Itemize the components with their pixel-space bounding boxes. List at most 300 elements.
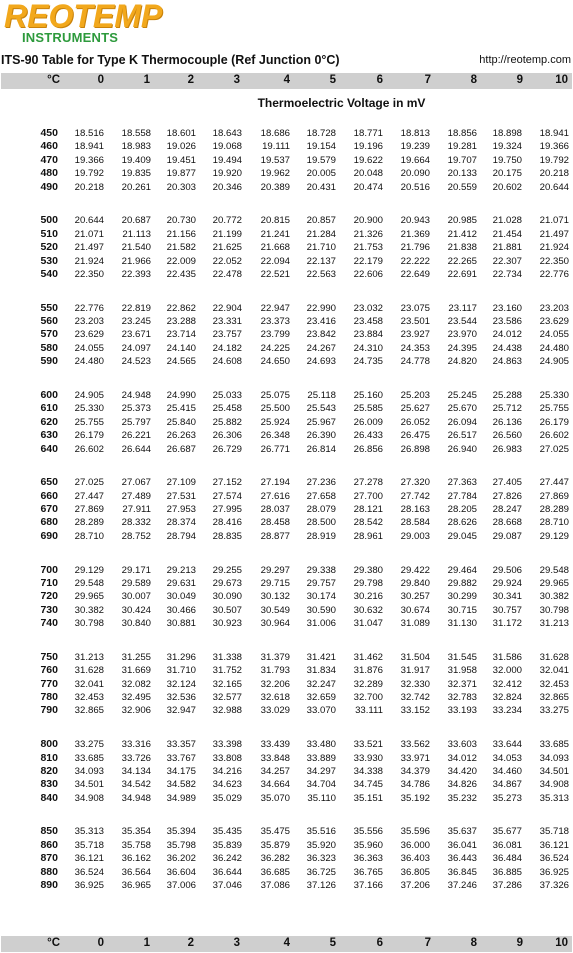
voltage-cell: 35.596 xyxy=(400,826,430,838)
row-temperature: 510 xyxy=(40,227,58,240)
voltage-cell: 19.366 xyxy=(539,141,569,153)
voltage-cell: 30.382 xyxy=(74,604,104,616)
voltage-cell: 36.242 xyxy=(212,853,242,865)
table-row xyxy=(0,652,573,666)
voltage-cell: 21.540 xyxy=(121,242,151,254)
voltage-cell: 20.687 xyxy=(121,215,151,227)
voltage-cell: 26.009 xyxy=(353,416,383,428)
voltage-cell: 21.412 xyxy=(447,228,477,240)
voltage-cell: 36.121 xyxy=(539,839,569,851)
header-top-column-2: 2 xyxy=(187,74,194,86)
voltage-cell: 36.121 xyxy=(74,853,104,865)
voltage-cell: 24.523 xyxy=(121,356,151,368)
header-top-unit-label: °C xyxy=(47,74,60,86)
voltage-cell: 19.835 xyxy=(121,168,151,180)
voltage-cell: 24.140 xyxy=(166,342,196,354)
voltage-cell: 27.447 xyxy=(539,477,569,489)
voltage-cell: 36.925 xyxy=(539,866,569,878)
voltage-cell: 34.501 xyxy=(74,779,104,791)
voltage-cell: 32.618 xyxy=(260,692,290,703)
voltage-cell: 27.194 xyxy=(260,477,290,489)
table-row xyxy=(0,168,573,182)
voltage-cell: 27.616 xyxy=(260,490,290,502)
voltage-cell: 34.948 xyxy=(121,792,151,804)
table-row xyxy=(0,390,573,404)
voltage-cell: 27.700 xyxy=(353,490,383,502)
voltage-cell: 20.943 xyxy=(400,215,430,227)
voltage-cell: 28.961 xyxy=(353,530,383,542)
row-temperature: 860 xyxy=(40,838,58,851)
voltage-cell: 31.669 xyxy=(121,665,151,677)
voltage-cell: 35.758 xyxy=(121,839,151,851)
voltage-cell: 19.154 xyxy=(306,141,336,153)
voltage-cell: 32.453 xyxy=(74,692,104,703)
header-top-column-10: 10 xyxy=(555,74,568,86)
voltage-cell: 28.626 xyxy=(447,517,477,529)
voltage-cell: 25.033 xyxy=(212,389,242,401)
voltage-cell: 24.012 xyxy=(492,329,522,341)
voltage-cell: 20.730 xyxy=(166,215,196,227)
voltage-cell: 33.439 xyxy=(260,739,290,751)
voltage-cell: 23.927 xyxy=(400,329,430,341)
voltage-cell: 23.075 xyxy=(400,302,430,314)
voltage-cell: 18.813 xyxy=(400,128,430,139)
voltage-cell: 25.670 xyxy=(447,403,477,415)
row-temperature: 880 xyxy=(40,865,58,878)
voltage-cell: 20.985 xyxy=(447,215,477,227)
header-bottom-column-4: 4 xyxy=(283,937,290,949)
voltage-cell: 22.478 xyxy=(212,268,242,280)
voltage-cell: 24.820 xyxy=(447,356,477,368)
voltage-cell: 26.094 xyxy=(447,416,477,428)
voltage-cell: 23.203 xyxy=(74,316,104,327)
voltage-cell: 20.516 xyxy=(400,181,430,193)
voltage-cell: 21.369 xyxy=(400,228,430,240)
voltage-cell: 37.326 xyxy=(539,880,569,891)
voltage-cell: 37.166 xyxy=(353,880,383,891)
voltage-cell: 29.129 xyxy=(74,564,104,576)
voltage-cell: 28.079 xyxy=(306,504,336,515)
row-temperature: 640 xyxy=(40,442,58,455)
voltage-cell: 29.965 xyxy=(74,591,104,603)
voltage-cell: 35.232 xyxy=(447,792,477,804)
voltage-cell: 33.234 xyxy=(492,705,522,717)
voltage-cell: 26.687 xyxy=(166,443,196,455)
voltage-cell: 33.848 xyxy=(260,752,290,764)
voltage-cell: 33.521 xyxy=(353,739,383,751)
voltage-cell: 21.753 xyxy=(353,242,383,254)
voltage-cell: 25.840 xyxy=(166,416,196,428)
voltage-cell: 35.070 xyxy=(260,792,290,804)
row-temperature: 490 xyxy=(40,180,58,193)
voltage-cell: 23.970 xyxy=(447,329,477,341)
voltage-cell: 35.192 xyxy=(400,792,430,804)
voltage-cell: 27.320 xyxy=(400,477,430,489)
voltage-cell: 27.742 xyxy=(400,490,430,502)
voltage-cell: 34.908 xyxy=(74,792,104,804)
voltage-cell: 25.245 xyxy=(447,389,477,401)
voltage-cell: 35.718 xyxy=(539,826,569,838)
voltage-cell: 33.111 xyxy=(355,705,383,717)
voltage-cell: 19.068 xyxy=(212,141,242,153)
voltage-cell: 24.778 xyxy=(400,356,430,368)
voltage-cell: 34.012 xyxy=(447,752,477,764)
table-row xyxy=(0,356,573,370)
table-row xyxy=(0,766,573,780)
voltage-cell: 32.124 xyxy=(166,678,196,690)
voltage-cell: 31.876 xyxy=(353,665,383,677)
voltage-cell: 30.466 xyxy=(166,604,196,616)
voltage-cell: 29.506 xyxy=(492,564,522,576)
voltage-cell: 24.438 xyxy=(492,342,522,354)
voltage-cell: 22.393 xyxy=(121,268,151,280)
voltage-cell: 20.431 xyxy=(306,181,336,193)
voltage-cell: 28.289 xyxy=(74,517,104,529)
voltage-cell: 28.163 xyxy=(400,504,430,515)
voltage-cell: 29.589 xyxy=(121,577,151,589)
header-top-column-8: 8 xyxy=(470,74,477,86)
table-row xyxy=(0,417,573,431)
voltage-cell: 19.494 xyxy=(212,154,242,166)
voltage-cell: 18.516 xyxy=(74,128,104,139)
voltage-cell: 30.299 xyxy=(447,591,477,603)
voltage-cell: 24.097 xyxy=(121,342,151,354)
table-row xyxy=(0,182,573,196)
voltage-cell: 25.458 xyxy=(212,403,242,415)
voltage-cell: 35.516 xyxy=(306,826,336,838)
voltage-cell: 20.218 xyxy=(539,168,569,180)
voltage-cell: 18.898 xyxy=(492,128,522,139)
voltage-cell: 34.093 xyxy=(539,752,569,764)
voltage-cell: 36.000 xyxy=(400,839,430,851)
voltage-cell: 28.584 xyxy=(400,517,430,529)
voltage-cell: 33.930 xyxy=(353,752,383,764)
voltage-cell: 28.374 xyxy=(166,517,196,529)
voltage-cell: 29.882 xyxy=(447,577,477,589)
row-temperature: 730 xyxy=(40,603,58,616)
voltage-cell: 26.179 xyxy=(539,416,569,428)
voltage-cell: 19.026 xyxy=(166,141,196,153)
voltage-cell: 37.126 xyxy=(306,880,336,891)
voltage-cell: 23.160 xyxy=(492,302,522,314)
voltage-cell: 32.865 xyxy=(539,692,569,703)
voltage-cell: 35.151 xyxy=(353,792,383,804)
voltage-cell: 36.765 xyxy=(353,866,383,878)
voltage-cell: 18.983 xyxy=(121,141,151,153)
voltage-cell: 29.171 xyxy=(121,564,151,576)
voltage-cell: 30.798 xyxy=(539,604,569,616)
voltage-cell: 24.565 xyxy=(166,356,196,368)
voltage-cell: 22.094 xyxy=(260,255,290,267)
voltage-cell: 19.579 xyxy=(306,154,336,166)
table-subtitle: Thermoelectric Voltage in mV xyxy=(257,96,426,110)
voltage-cell: 35.354 xyxy=(121,826,151,838)
voltage-cell: 22.435 xyxy=(166,268,196,280)
voltage-cell: 34.704 xyxy=(306,779,336,791)
header-top-column-9: 9 xyxy=(516,74,523,86)
voltage-cell: 19.792 xyxy=(539,154,569,166)
voltage-cell: 36.524 xyxy=(539,853,569,865)
voltage-cell: 30.840 xyxy=(121,618,151,630)
row-temperature: 750 xyxy=(40,650,58,663)
table-row xyxy=(0,329,573,343)
table-header-bottom xyxy=(1,936,572,952)
table-row xyxy=(0,840,573,854)
header-top-column-6: 6 xyxy=(376,74,383,86)
voltage-cell: 18.941 xyxy=(539,128,569,139)
row-temperature: 480 xyxy=(40,167,58,180)
voltage-cell: 32.906 xyxy=(121,705,151,717)
voltage-cell: 31.338 xyxy=(212,651,242,663)
table-row xyxy=(0,853,573,867)
voltage-cell: 19.750 xyxy=(492,154,522,166)
voltage-cell: 27.025 xyxy=(74,477,104,489)
voltage-cell: 19.366 xyxy=(74,154,104,166)
voltage-cell: 22.563 xyxy=(306,268,336,280)
voltage-cell: 22.904 xyxy=(212,302,242,314)
voltage-cell: 33.152 xyxy=(400,705,430,717)
voltage-cell: 19.111 xyxy=(262,141,290,153)
voltage-cell: 25.160 xyxy=(353,389,383,401)
table-row xyxy=(0,531,573,545)
voltage-cell: 32.824 xyxy=(492,692,522,703)
voltage-cell: 35.313 xyxy=(74,826,104,838)
voltage-cell: 26.898 xyxy=(400,443,430,455)
voltage-cell: 35.960 xyxy=(353,839,383,851)
voltage-cell: 26.433 xyxy=(353,430,383,442)
voltage-cell: 34.501 xyxy=(539,765,569,777)
voltage-cell: 34.257 xyxy=(260,765,290,777)
voltage-cell: 27.869 xyxy=(74,504,104,515)
voltage-cell: 18.558 xyxy=(121,128,151,139)
voltage-cell: 36.644 xyxy=(212,866,242,878)
voltage-cell: 33.029 xyxy=(260,705,290,717)
voltage-cell: 33.398 xyxy=(212,739,242,751)
voltage-cell: 26.602 xyxy=(539,430,569,442)
voltage-cell: 35.920 xyxy=(306,839,336,851)
voltage-cell: 36.081 xyxy=(492,839,522,851)
voltage-cell: 22.179 xyxy=(353,255,383,267)
voltage-cell: 31.006 xyxy=(306,618,336,630)
header-bottom-column-5: 5 xyxy=(329,937,336,949)
header-top-column-0: 0 xyxy=(97,74,104,86)
voltage-cell: 30.798 xyxy=(74,618,104,630)
row-temperature: 470 xyxy=(40,153,58,166)
voltage-cell: 24.905 xyxy=(539,356,569,368)
voltage-cell: 34.867 xyxy=(492,779,522,791)
voltage-cell: 33.275 xyxy=(539,705,569,717)
voltage-cell: 32.865 xyxy=(74,705,104,717)
voltage-cell: 20.346 xyxy=(212,181,242,193)
table-row xyxy=(0,753,573,767)
voltage-cell: 25.797 xyxy=(121,416,151,428)
voltage-cell: 23.544 xyxy=(447,316,477,327)
voltage-cell: 34.908 xyxy=(539,779,569,791)
voltage-cell: 22.265 xyxy=(447,255,477,267)
voltage-cell: 36.925 xyxy=(74,880,104,891)
voltage-cell: 21.796 xyxy=(400,242,430,254)
voltage-cell: 23.117 xyxy=(448,302,477,314)
voltage-cell: 25.585 xyxy=(353,403,383,415)
voltage-cell: 29.715 xyxy=(260,577,290,589)
voltage-cell: 34.623 xyxy=(212,779,242,791)
voltage-cell: 35.110 xyxy=(307,792,336,804)
reotemp-logo xyxy=(4,0,204,48)
voltage-cell: 33.685 xyxy=(74,752,104,764)
voltage-cell: 29.924 xyxy=(492,577,522,589)
voltage-cell: 31.586 xyxy=(492,651,522,663)
voltage-cell: 30.757 xyxy=(492,604,522,616)
voltage-cell: 20.857 xyxy=(306,215,336,227)
voltage-cell: 27.067 xyxy=(121,477,151,489)
voltage-cell: 32.000 xyxy=(492,665,522,677)
voltage-cell: 25.627 xyxy=(400,403,430,415)
voltage-cell: 27.574 xyxy=(212,490,242,502)
voltage-cell: 32.041 xyxy=(74,678,104,690)
header-top-column-1: 1 xyxy=(143,74,150,86)
voltage-cell: 36.041 xyxy=(447,839,477,851)
header-bottom-column-2: 2 xyxy=(187,937,194,949)
voltage-cell: 31.628 xyxy=(539,651,569,663)
voltage-cell: 26.179 xyxy=(74,430,104,442)
voltage-cell: 34.989 xyxy=(166,792,196,804)
voltage-cell: 32.783 xyxy=(447,692,477,703)
voltage-cell: 34.338 xyxy=(353,765,383,777)
voltage-cell: 30.341 xyxy=(492,591,522,603)
voltage-cell: 18.601 xyxy=(166,128,196,139)
voltage-cell: 31.958 xyxy=(447,665,477,677)
voltage-cell: 25.755 xyxy=(539,403,569,415)
voltage-cell: 35.313 xyxy=(539,792,569,804)
voltage-cell: 33.193 xyxy=(447,705,477,717)
voltage-cell: 19.239 xyxy=(400,141,430,153)
table-row xyxy=(0,591,573,605)
voltage-cell: 28.205 xyxy=(447,504,477,515)
voltage-cell: 19.962 xyxy=(260,168,290,180)
voltage-cell: 23.884 xyxy=(353,329,383,341)
row-temperature: 550 xyxy=(40,301,58,314)
voltage-cell: 24.310 xyxy=(353,342,383,354)
voltage-cell: 19.920 xyxy=(212,168,242,180)
voltage-cell: 23.501 xyxy=(400,316,430,327)
voltage-cell: 27.447 xyxy=(74,490,104,502)
voltage-cell: 20.644 xyxy=(539,181,569,193)
voltage-cell: 36.524 xyxy=(74,866,104,878)
table-row xyxy=(0,403,573,417)
voltage-cell: 36.162 xyxy=(121,853,151,865)
voltage-cell: 19.537 xyxy=(260,154,290,166)
voltage-cell: 27.911 xyxy=(122,504,151,515)
voltage-cell: 29.798 xyxy=(353,577,383,589)
voltage-cell: 34.460 xyxy=(492,765,522,777)
voltage-cell: 36.805 xyxy=(400,866,430,878)
voltage-cell: 26.348 xyxy=(260,430,290,442)
table-row xyxy=(0,155,573,169)
voltage-cell: 26.983 xyxy=(492,443,522,455)
voltage-cell: 23.416 xyxy=(306,316,336,327)
voltage-cell: 26.729 xyxy=(212,443,242,455)
voltage-cell: 36.202 xyxy=(166,853,196,865)
voltage-cell: 24.267 xyxy=(306,342,336,354)
voltage-cell: 31.628 xyxy=(74,665,104,677)
table-row xyxy=(0,141,573,155)
voltage-cell: 24.055 xyxy=(539,329,569,341)
voltage-cell: 18.728 xyxy=(306,128,336,139)
voltage-cell: 23.586 xyxy=(492,316,522,327)
voltage-cell: 22.691 xyxy=(447,268,477,280)
row-temperature: 800 xyxy=(40,738,58,751)
voltage-cell: 31.213 xyxy=(539,618,569,630)
voltage-cell: 32.659 xyxy=(306,692,336,703)
voltage-cell: 31.089 xyxy=(400,618,430,630)
voltage-cell: 28.037 xyxy=(260,504,290,515)
voltage-cell: 34.053 xyxy=(492,752,522,764)
voltage-cell: 22.137 xyxy=(306,255,336,267)
row-temperature: 530 xyxy=(40,254,58,267)
voltage-cell: 25.924 xyxy=(260,416,290,428)
page-title: ITS-90 Table for Type K Thermocouple (Ref Junction 0°C) xyxy=(1,53,340,67)
voltage-cell: 20.900 xyxy=(353,215,383,227)
voltage-cell: 31.379 xyxy=(260,651,290,663)
voltage-cell: 25.755 xyxy=(74,416,104,428)
voltage-cell: 22.947 xyxy=(260,302,290,314)
voltage-cell: 35.273 xyxy=(492,792,522,804)
voltage-cell: 32.330 xyxy=(400,678,430,690)
voltage-cell: 30.007 xyxy=(121,591,151,603)
voltage-cell: 19.792 xyxy=(74,168,104,180)
voltage-cell: 19.409 xyxy=(121,154,151,166)
voltage-cell: 34.379 xyxy=(400,765,430,777)
voltage-cell: 30.590 xyxy=(306,604,336,616)
voltage-cell: 29.213 xyxy=(166,564,196,576)
voltage-cell: 33.070 xyxy=(306,705,336,717)
voltage-cell: 35.556 xyxy=(353,826,383,838)
voltage-cell: 29.840 xyxy=(400,577,430,589)
voltage-cell: 26.475 xyxy=(400,430,430,442)
voltage-cell: 33.603 xyxy=(447,739,477,751)
voltage-cell: 20.133 xyxy=(447,168,477,180)
voltage-cell: 33.971 xyxy=(400,752,430,764)
table-row xyxy=(0,826,573,840)
header-bottom-column-7: 7 xyxy=(424,937,431,949)
voltage-cell: 32.453 xyxy=(539,678,569,690)
voltage-cell: 21.668 xyxy=(260,242,290,254)
voltage-cell: 23.288 xyxy=(166,316,196,327)
row-temperature: 820 xyxy=(40,764,58,777)
table-row xyxy=(0,269,573,283)
voltage-cell: 18.686 xyxy=(260,128,290,139)
voltage-cell: 28.542 xyxy=(353,517,383,529)
voltage-cell: 35.677 xyxy=(492,826,522,838)
voltage-cell: 32.289 xyxy=(353,678,383,690)
voltage-cell: 22.307 xyxy=(492,255,522,267)
row-temperature: 460 xyxy=(40,140,58,153)
voltage-cell: 27.995 xyxy=(212,504,242,515)
voltage-cell: 22.862 xyxy=(166,302,196,314)
voltage-cell: 33.808 xyxy=(212,752,242,764)
voltage-cell: 21.113 xyxy=(122,228,151,240)
voltage-cell: 29.338 xyxy=(306,564,336,576)
voltage-cell: 35.839 xyxy=(212,839,242,851)
voltage-cell: 24.863 xyxy=(492,356,522,368)
header-bottom-column-8: 8 xyxy=(470,937,477,949)
voltage-cell: 36.725 xyxy=(306,866,336,878)
voltage-cell: 34.542 xyxy=(121,779,151,791)
row-temperature: 450 xyxy=(40,127,58,139)
voltage-cell: 30.549 xyxy=(260,604,290,616)
voltage-cell: 33.357 xyxy=(166,739,196,751)
header-bottom-column-9: 9 xyxy=(516,937,523,949)
